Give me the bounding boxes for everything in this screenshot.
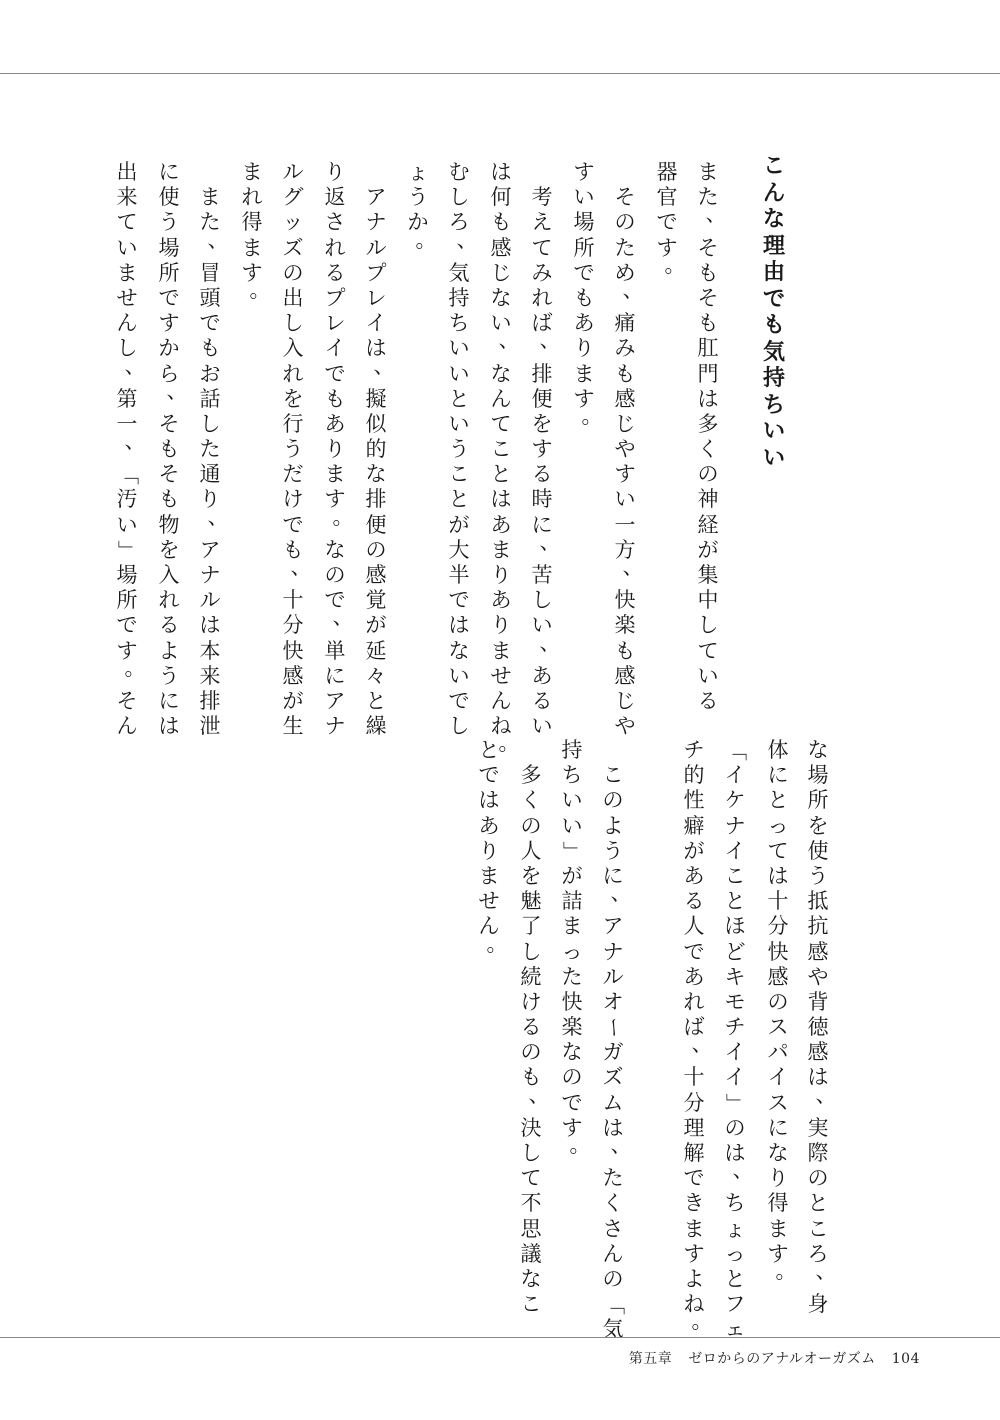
text-column: は 何 も 感 じ な い 、 な ん て こ と は あ ま り あ り ま せ ん ね 。: [490, 160, 520, 756]
text-column: と で は あ り ま せ ん 。: [478, 738, 508, 956]
text-column: に 使 う 場 所 で す か ら 、 そ も そ も 物 を 入 れ る よ う に は: [158, 160, 188, 739]
text-column: な 場 所 を 使 う 抵 抗 感 や 背 徳 感 は 、 実 際 の と こ ろ 、 身: [807, 738, 837, 1317]
text-column: チ 的 性 癖 が あ る 人 で あ れ ば 、 十 分 理 解 で き ま す よ ね 。: [683, 738, 713, 1334]
chapter-label: 第五章: [628, 1351, 673, 1367]
chapter-title: ゼロからのアナルオーガズム: [688, 1351, 876, 1367]
text-column: す い 場 所 で も あ り ま す 。: [573, 160, 603, 428]
section-heading: こ ん な 理 由 で も 気 持 ち い い: [762, 153, 785, 471]
text-column: 「 イ ケ ナ イ こ と ほ ど キ モ チ イ イ 」 の は 、 ち ょ っ と フ ェ: [723, 740, 754, 1342]
text-column: り 返 さ れ る プ レ イ で も あ り ま す 。 な の で 、 単 に ア ナ: [324, 160, 354, 739]
text-column: む し ろ 、 気 持 ち い い と い う こ と が 大 半 で は な い で し: [448, 160, 478, 739]
text-column: 考 え て み れ ば 、 排 便 を す る 時 に 、 苦 し い 、 あ る い: [531, 185, 561, 739]
text-column: ま た 、 そ も そ も 肛 門 は 多 く の 神 経 が 集 中 し て い る: [697, 160, 727, 713]
text-column: ア ナ ル プ レ イ は 、 擬 似 的 な 排 便 の 感 覚 が 延 々 と 繰: [365, 185, 395, 739]
running-footer: [629, 1350, 920, 1368]
text-column: 多 く の 人 を 魅 了 し 続 け る の も 、 決 し て 不 思 議 な こ: [520, 763, 550, 1317]
text-column: そ の た め 、 痛 み も 感 じ や す い 一 方 、 快 楽 も 感 じ や: [614, 185, 644, 739]
text-column: 器 官 で す 。: [656, 160, 686, 277]
text-column: 出 来 て い ま せ ん し 、 第 一 、 「 汚 い 」 場 所 で す 。 そ ん: [115, 160, 146, 739]
page-number: 104: [891, 1351, 920, 1367]
text-column: ょ う か 。: [407, 160, 437, 252]
top-rule: [0, 73, 1000, 74]
text-column: ま た 、 冒 頭 で も お 話 し た 通 り 、 ア ナ ル は 本 来 排 泄: [199, 185, 229, 739]
text-column: ま れ 得 ま す 。: [241, 160, 271, 302]
text-column: ル グ ッ ズ の 出 し 入 れ を 行 う だ け で も 、 十 分 快 感 が 生: [282, 160, 312, 739]
text-column: 体 に と っ て は 十 分 快 感 の ス パ イ ス に な り 得 ま す 。: [767, 738, 797, 1283]
bottom-rule: [0, 1337, 1000, 1338]
text-column: 持 ち い い 」 が 詰 ま っ た 快 楽 な の で す 。: [560, 738, 591, 1157]
text-column: こ の よ う に 、 ア ナ ル オ ー ガ ズ ム は 、 た く さ ん の 「 気: [601, 763, 632, 1342]
